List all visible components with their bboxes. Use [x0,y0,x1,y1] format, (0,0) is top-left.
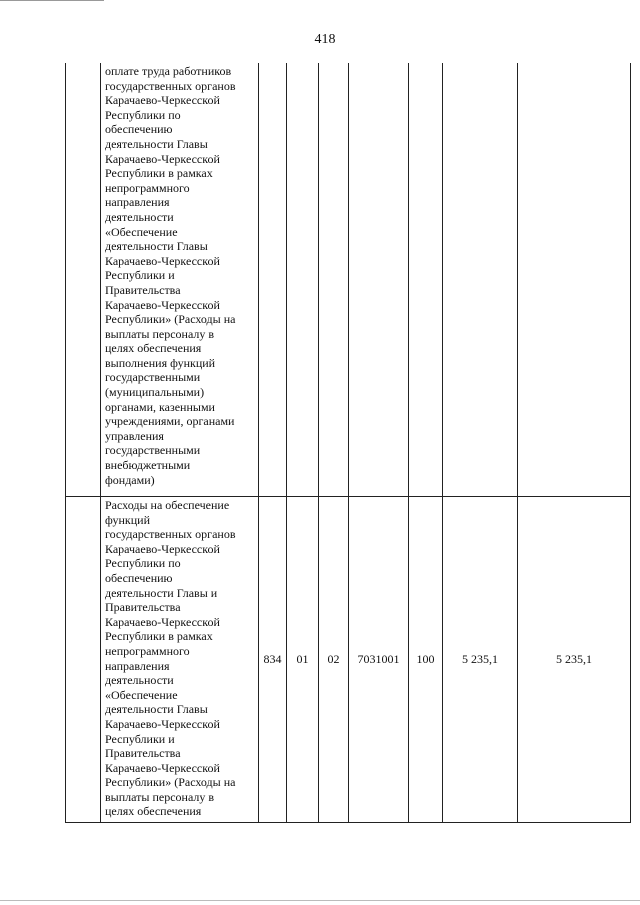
description-line: Карачаево-Черкесской [105,93,220,108]
description-line: непрограммного [105,180,190,195]
description-line: деятельности Главы и [105,585,218,600]
description-line: направления [105,658,170,673]
description-cell [101,497,259,823]
description-line: Республики по [105,556,181,571]
description-line: фондами) [105,472,155,487]
description-line: деятельности Главы [105,702,208,717]
description-text [105,64,255,487]
section-code-cell [287,63,319,497]
section-code-cell: 01 [287,497,319,823]
description-line: Республики в рамках [105,629,213,644]
description-line: выплаты персоналу в [105,789,215,804]
ministry-code-cell: 834 [259,497,287,823]
description-line: Карачаево-Черкесской [105,541,220,556]
description-line: «Обеспечение [105,224,178,239]
description-line: Республики в рамках [105,166,213,181]
description-line: оплате труда работников [105,64,232,78]
subsection-code-cell: 02 [319,497,349,823]
description-line: государственными [105,370,201,385]
row-number-cell [66,497,101,823]
description-line: деятельности [105,673,174,688]
description-line: выполнения функций [105,355,216,370]
ministry-code-cell [259,63,287,497]
description-line: Карачаево-Черкесской [105,760,220,775]
description-line: деятельности Главы [105,136,208,151]
description-line: Правительства [105,600,181,615]
description-line: государственных органов [105,78,236,93]
table-row [66,63,631,497]
target-article-cell [349,63,409,497]
description-line: Карачаево-Черкесской [105,716,220,731]
description-line: целях обеспечения [105,804,202,819]
description-line: функций [105,512,150,527]
description-line: государственных органов [105,527,236,542]
scan-edge-line-top [0,0,104,1]
table-row [66,497,631,823]
description-line: Карачаево-Черкесской [105,253,220,268]
expense-type-cell: 100 [409,497,443,823]
description-line: обеспечению [105,122,173,137]
description-line: (муниципальными) [105,385,205,400]
subsection-code-cell [319,63,349,497]
description-line: государственными [105,443,201,458]
description-line: Республики» (Расходы на [105,775,236,790]
description-line: направления [105,195,170,210]
description-line: учреждениями, органами [105,414,235,429]
description-text [105,498,255,819]
amount-cell-2 [518,63,631,497]
description-line: Республики по [105,107,181,122]
description-line: непрограммного [105,643,190,658]
description-line: Карачаево-Черкесской [105,151,220,166]
amount-cell-1: 5 235,1 [443,497,518,823]
expense-type-cell [409,63,443,497]
description-line: Правительства [105,282,181,297]
description-line: Расходы на обеспечение [105,498,230,512]
row-number-cell [66,63,101,497]
budget-table [65,63,631,823]
description-line: выплаты персоналу в [105,326,215,341]
description-line: Республики» (Расходы на [105,312,236,327]
description-line: управления [105,428,164,443]
scan-edge-line-bottom [0,900,640,901]
target-article-cell: 7031001 [349,497,409,823]
description-line: Правительства [105,746,181,761]
description-line: органами, казенными [105,399,215,414]
amount-cell-1 [443,63,518,497]
description-line: Карачаево-Черкесской [105,297,220,312]
description-line: обеспечению [105,570,173,585]
description-line: Республики и [105,731,175,746]
description-line: «Обеспечение [105,687,178,702]
page-number: 418 [314,32,336,47]
description-line: деятельности Главы [105,239,208,254]
amount-cell-2: 5 235,1 [518,497,631,823]
description-line: целях обеспечения [105,341,202,356]
description-line: Республики и [105,268,175,283]
description-cell [101,63,259,497]
description-line: внебюджетными [105,458,191,473]
description-line: деятельности [105,209,174,224]
description-line: Карачаево-Черкесской [105,614,220,629]
